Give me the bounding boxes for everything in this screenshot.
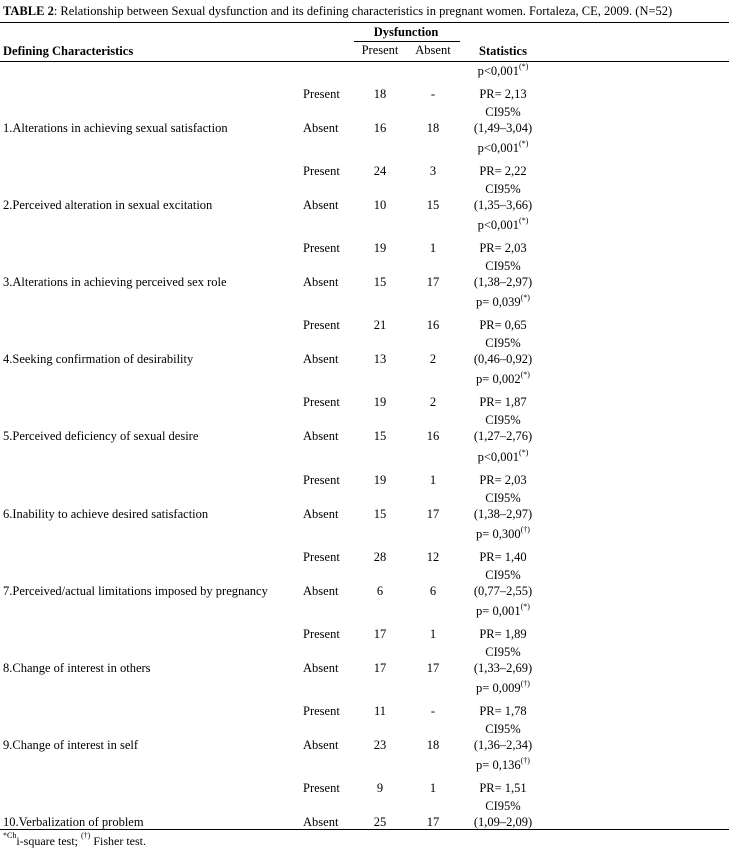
p-value: [468, 678, 538, 696]
absent-without-dysfunction: 17: [426, 506, 440, 521]
present-label: Present: [303, 318, 340, 333]
prevalence-ratio: PR= 2,13: [479, 87, 527, 101]
present-label: Present: [303, 626, 340, 641]
prevalence-ratio: PR= 0,65: [479, 318, 527, 333]
present-label: Present: [303, 780, 340, 795]
ci-label: CI95%: [485, 490, 521, 505]
absent-with-dysfunction: 17: [373, 660, 387, 675]
p-value: [468, 372, 538, 387]
characteristic-name: 1.Alterations in achieving sexual satisfaction: [3, 121, 228, 135]
header-defining-characteristics: Defining Characteristics: [3, 44, 134, 58]
prevalence-ratio: PR= 2,22: [479, 164, 527, 179]
bottom-rule: [0, 829, 729, 830]
absent-with-dysfunction: 10: [373, 198, 387, 213]
prevalence-ratio: PR= 1,87: [479, 395, 527, 410]
present-label: Present: [303, 549, 340, 564]
p-value-mark: (*): [519, 216, 529, 226]
prevalence-ratio: PR= 1,89: [479, 626, 527, 641]
absent-label: Absent: [303, 660, 339, 675]
p-value-text: p= 0,009: [476, 680, 521, 695]
p-value: [468, 218, 538, 233]
header-statistics: Statistics: [479, 44, 527, 58]
footnote-text-fisher: Fisher test.: [90, 834, 146, 848]
table-label: TABLE 2: [3, 4, 54, 18]
p-value-text: p= 0,136: [476, 757, 521, 772]
characteristic-name: 6.Inability to achieve desired satisfaction: [3, 506, 209, 521]
confidence-interval: (1,38–2,97): [473, 275, 533, 290]
p-value: [468, 601, 538, 619]
absent-without-dysfunction: 17: [426, 275, 440, 290]
present-without-dysfunction: 12: [426, 549, 440, 564]
p-value-mark: (*): [520, 601, 530, 611]
absent-label: Absent: [303, 429, 339, 444]
absent-label: Absent: [303, 814, 339, 829]
absent-without-dysfunction: 17: [426, 814, 440, 829]
p-value-text: p= 0,002: [476, 372, 521, 387]
present-label: Present: [303, 164, 340, 179]
absent-without-dysfunction: 15: [426, 198, 440, 213]
p-value: [468, 447, 538, 465]
prevalence-ratio: PR= 1,40: [479, 549, 527, 564]
present-with-dysfunction: 21: [373, 318, 387, 333]
absent-with-dysfunction: 23: [373, 737, 387, 752]
absent-with-dysfunction: 15: [373, 506, 387, 521]
absent-with-dysfunction: 15: [373, 429, 387, 444]
confidence-interval: (1,35–3,66): [473, 198, 533, 213]
present-label: Present: [303, 87, 340, 101]
absent-without-dysfunction: 18: [426, 737, 440, 752]
p-value-mark: (*): [519, 447, 529, 457]
absent-with-dysfunction: 16: [373, 121, 387, 135]
confidence-interval: (1,09–2,09): [473, 814, 533, 829]
table-footnote: [3, 831, 146, 849]
p-value-text: p<0,001: [477, 141, 520, 156]
p-value-mark: (†): [520, 678, 530, 688]
present-with-dysfunction: 19: [373, 472, 387, 487]
p-value: [468, 755, 538, 773]
present-with-dysfunction: 18: [373, 87, 387, 101]
absent-label: Absent: [303, 275, 339, 290]
present-without-dysfunction: -: [430, 87, 436, 101]
p-value: [468, 141, 538, 156]
p-value-mark: (†): [520, 524, 530, 534]
present-with-dysfunction: 19: [373, 395, 387, 410]
present-label: Present: [303, 241, 340, 256]
footnote-text-chi: i-square test;: [16, 834, 81, 848]
absent-without-dysfunction: 16: [426, 429, 440, 444]
absent-label: Absent: [303, 121, 339, 135]
absent-label: Absent: [303, 737, 339, 752]
present-with-dysfunction: 28: [373, 549, 387, 564]
confidence-interval: (0,46–0,92): [473, 352, 533, 367]
present-with-dysfunction: 11: [373, 703, 387, 718]
confidence-interval: (1,33–2,69): [473, 660, 533, 675]
characteristic-name: 7.Perceived/actual limitations imposed by pregnancy: [3, 583, 268, 598]
present-label: Present: [303, 395, 340, 410]
characteristic-name: 8.Change of interest in others: [3, 660, 151, 675]
characteristic-name: 3.Alterations in achieving perceived sex role: [3, 275, 227, 290]
p-value-mark: (*): [520, 293, 530, 303]
absent-label: Absent: [303, 352, 339, 367]
present-with-dysfunction: 24: [373, 164, 387, 179]
prevalence-ratio: PR= 1,51: [479, 780, 527, 795]
present-label: Present: [303, 703, 340, 718]
footnote-mark-chi: *Ch: [3, 831, 17, 840]
present-with-dysfunction: 17: [373, 626, 387, 641]
p-value-text: p= 0,039: [476, 295, 521, 310]
absent-without-dysfunction: 6: [429, 583, 437, 598]
ci-label: CI95%: [485, 105, 521, 119]
absent-with-dysfunction: 6: [376, 583, 384, 598]
table-caption-text: : Relationship between Sexual dysfunction and its defining characteristics in pregnant women. Fortaleza, CE, 2009. (N=52): [53, 4, 673, 18]
present-with-dysfunction: 19: [373, 241, 387, 256]
ci-label: CI95%: [485, 721, 521, 736]
prevalence-ratio: PR= 2,03: [479, 241, 527, 256]
p-value-text: p<0,001: [477, 64, 520, 78]
ci-label: CI95%: [485, 644, 521, 659]
ci-label: CI95%: [485, 259, 521, 274]
prevalence-ratio: PR= 2,03: [479, 472, 527, 487]
characteristic-name: 5.Perceived deficiency of sexual desire: [3, 429, 199, 444]
header-dysfunction: Dysfunction: [373, 25, 439, 39]
p-value-mark: (†): [520, 755, 530, 765]
confidence-interval: (1,36–2,34): [473, 737, 533, 752]
confidence-interval: (0,77–2,55): [473, 583, 533, 598]
absent-label: Absent: [303, 583, 339, 598]
characteristic-name: 4.Seeking confirmation of desirability: [3, 352, 194, 367]
present-label: Present: [303, 472, 340, 487]
characteristic-name: 2.Perceived alteration in sexual excitation: [3, 198, 213, 213]
confidence-interval: (1,27–2,76): [473, 429, 533, 444]
p-value-mark: (*): [520, 370, 530, 380]
p-value-text: p<0,001: [477, 449, 520, 464]
absent-without-dysfunction: 2: [429, 352, 437, 367]
header-dysfunction-rule: [354, 41, 460, 42]
present-without-dysfunction: 2: [429, 395, 437, 410]
p-value: [468, 295, 538, 310]
present-without-dysfunction: 3: [429, 164, 437, 179]
present-without-dysfunction: 1: [429, 626, 437, 641]
confidence-interval: (1,49–3,04): [473, 121, 533, 135]
p-value-text: p= 0,001: [476, 603, 521, 618]
absent-with-dysfunction: 25: [373, 814, 387, 829]
absent-without-dysfunction: 17: [426, 660, 440, 675]
present-without-dysfunction: -: [430, 703, 436, 718]
header-present: Present: [361, 43, 399, 57]
table-caption: [3, 4, 672, 19]
ci-label: CI95%: [485, 567, 521, 582]
p-value-mark: (*): [519, 62, 529, 71]
characteristic-name: 9.Change of interest in self: [3, 737, 139, 752]
p-value-mark: (*): [519, 139, 529, 149]
ci-label: CI95%: [485, 336, 521, 351]
present-without-dysfunction: 16: [426, 318, 440, 333]
p-value-text: p<0,001: [477, 218, 520, 233]
absent-label: Absent: [303, 198, 339, 213]
p-value: [468, 524, 538, 542]
absent-with-dysfunction: 15: [373, 275, 387, 290]
present-without-dysfunction: 1: [429, 241, 437, 256]
ci-label: CI95%: [485, 413, 521, 428]
p-value: [468, 64, 538, 79]
prevalence-ratio: PR= 1,78: [479, 703, 527, 718]
absent-label: Absent: [303, 506, 339, 521]
header-rule: [0, 61, 729, 62]
characteristic-name: 10.Verbalization of problem: [3, 814, 144, 829]
absent-with-dysfunction: 13: [373, 352, 387, 367]
p-value-text: p= 0,300: [476, 526, 521, 541]
header-absent: Absent: [415, 43, 451, 57]
ci-label: CI95%: [485, 798, 521, 813]
present-without-dysfunction: 1: [429, 472, 437, 487]
top-rule: [0, 22, 729, 23]
confidence-interval: (1,38–2,97): [473, 506, 533, 521]
ci-label: CI95%: [485, 182, 521, 197]
absent-without-dysfunction: 18: [426, 121, 440, 135]
footnote-mark-fisher: (†): [81, 831, 91, 840]
present-without-dysfunction: 1: [429, 780, 437, 795]
present-with-dysfunction: 9: [376, 780, 384, 795]
